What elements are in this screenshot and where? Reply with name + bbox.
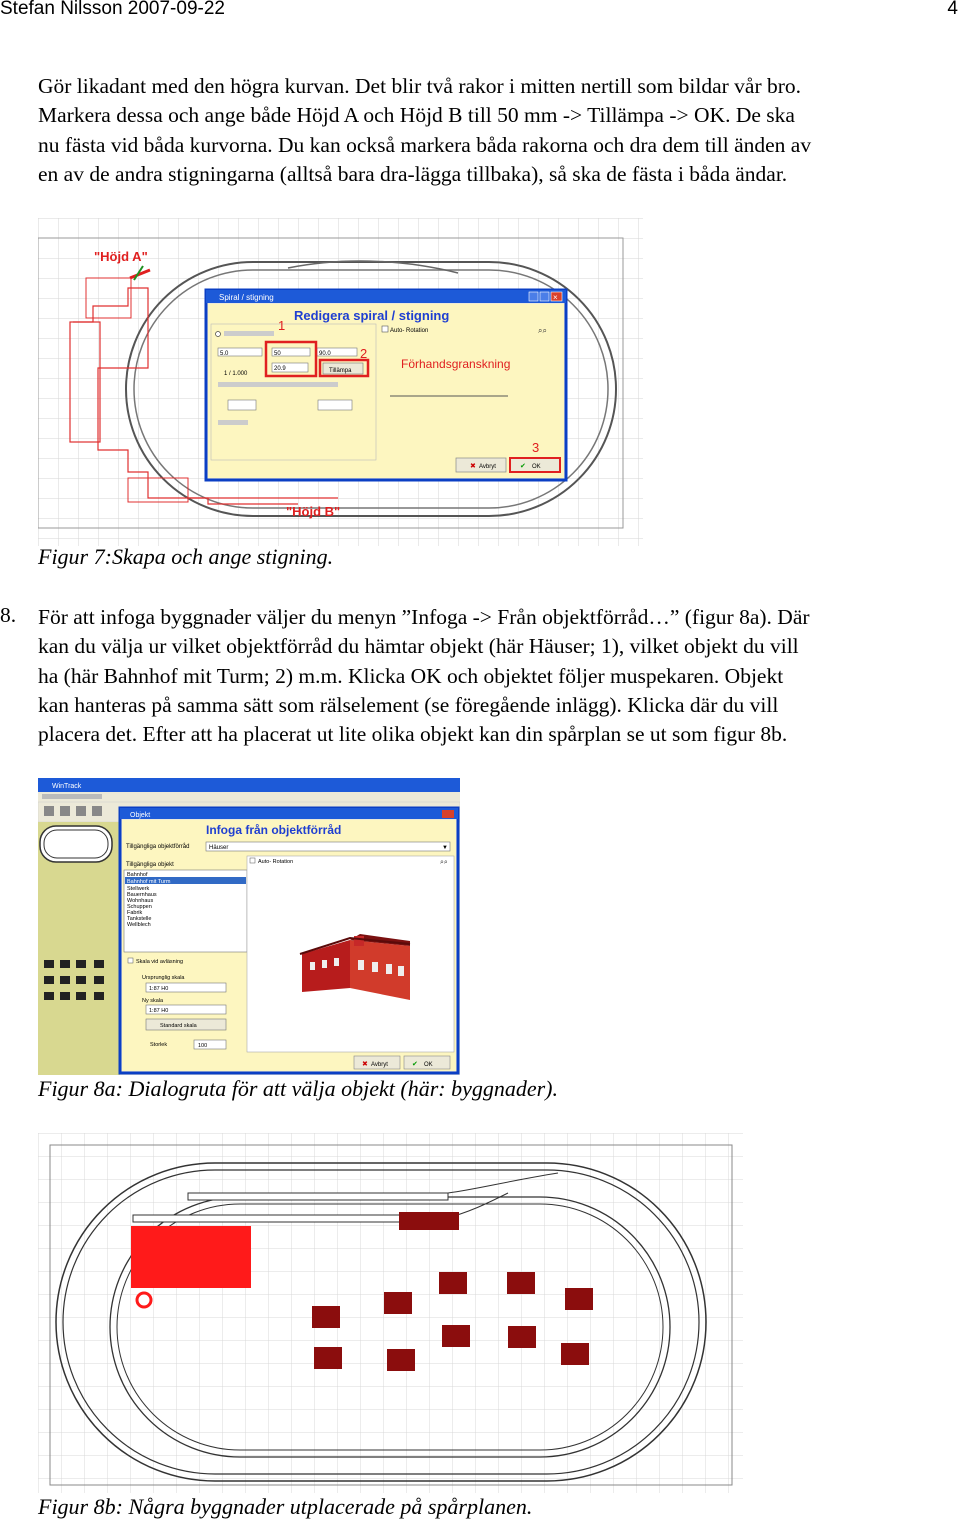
tool-icon[interactable] — [76, 960, 86, 968]
list-item[interactable]: Wohnhaus — [127, 898, 154, 904]
figure-8b — [38, 1133, 743, 1493]
author-date: Stefan Nilsson 2007-09-22 — [0, 0, 225, 19]
scale-value: 1:87 H0 — [149, 986, 169, 992]
text-line: en av de andra stigningarna (alltså bara dra-lägga tillbaka), så ska de fästa i båda ändar. — [38, 161, 788, 186]
text-line: placera det. Efter att ha placerat ut lite olika objekt kan din spårplan se ut som figur 8b. — [38, 722, 788, 747]
tool-icon[interactable] — [76, 992, 86, 1000]
building[interactable] — [314, 1347, 342, 1369]
figure-8b-image — [38, 1133, 743, 1493]
app-title: WinTrack — [52, 783, 82, 790]
hojd-a-value: 5.0 — [220, 351, 229, 357]
label-hojd-b: "Höjd B" — [286, 504, 341, 519]
maximize-button[interactable] — [540, 292, 549, 301]
text-line: Markera dessa och ange både Höjd A och Höjd B till 50 mm -> Tillämpa -> OK. De ska — [38, 103, 795, 128]
building[interactable] — [565, 1288, 593, 1310]
dialog-title: Objekt — [130, 812, 151, 819]
library-label: Tillgängliga objektförråd — [126, 844, 190, 850]
extra-field-2[interactable] — [318, 400, 352, 410]
tool-icon[interactable] — [44, 976, 54, 984]
intro-paragraph — [38, 72, 956, 189]
scale2-label: Ny skala — [142, 998, 164, 1004]
list-item[interactable]: Wellblech — [127, 922, 151, 928]
chevron-down-icon: ▼ — [442, 845, 448, 851]
extra-field-1[interactable] — [228, 400, 256, 410]
spiral-dialog — [206, 290, 566, 480]
object-dialog — [120, 808, 458, 1073]
list-item[interactable]: Bahnhof — [127, 872, 148, 878]
tool-icon[interactable] — [94, 960, 104, 968]
toolbar-icon[interactable] — [92, 806, 102, 816]
hojd-b-value: 50 — [274, 351, 281, 357]
siding-track — [133, 1215, 443, 1222]
check-icon: ✔ — [520, 463, 526, 470]
building[interactable] — [131, 1226, 251, 1288]
list-item[interactable]: Tankstelle — [127, 916, 152, 922]
figure-7 — [38, 218, 643, 546]
auto-rotation-checkbox[interactable] — [250, 858, 255, 863]
library-select[interactable] — [206, 842, 450, 851]
dialog-heading: Redigera spiral / stigning — [294, 308, 450, 323]
text-line: kan hanteras på samma sätt som rälselement (se föregående inlägg). Klicka där du vill — [38, 692, 779, 717]
check-icon: ✔ — [412, 1061, 418, 1068]
building[interactable] — [508, 1326, 536, 1348]
building[interactable] — [507, 1272, 535, 1294]
building[interactable] — [399, 1212, 459, 1230]
tool-icon[interactable] — [60, 992, 70, 1000]
text-line: För att infoga byggnader väljer du menyn ”Infoga -> Från objektförråd…” (figur 8a). Där — [38, 605, 810, 629]
ratio-text: 1 / 1.000 — [224, 371, 248, 377]
tool-icon[interactable] — [94, 976, 104, 984]
text-line: nu fästa vid båda kurvorna. Du kan också markera båda rakorna och dra dem till änden av — [38, 132, 812, 157]
tool-icon[interactable] — [60, 960, 70, 968]
siding-track — [188, 1193, 448, 1200]
page-header — [0, 0, 960, 22]
toolbar-icon[interactable] — [76, 806, 86, 816]
scale-label: Ursprunglig skala — [142, 975, 185, 981]
callout-3: 3 — [532, 440, 540, 455]
building[interactable] — [384, 1292, 412, 1314]
building[interactable] — [561, 1343, 589, 1365]
building[interactable] — [387, 1349, 415, 1371]
standard-scale-label: Standard skala — [160, 1023, 197, 1029]
tool-icon[interactable] — [44, 960, 54, 968]
auto-rotation-checkbox[interactable] — [382, 326, 388, 332]
figure-7-caption: Figur 7:Skapa och ange stigning. — [38, 544, 334, 569]
figure-8a-image — [38, 778, 460, 1075]
dialog-window-title: Spiral / stigning — [219, 293, 274, 302]
zoom-icon[interactable]: ⌕⌕ — [538, 326, 547, 335]
scale2-value: 1:87 H0 — [149, 1008, 169, 1014]
scale-checkbox[interactable] — [128, 958, 133, 963]
radio-option-1[interactable] — [216, 332, 221, 337]
close-button[interactable] — [442, 810, 454, 818]
minimize-button[interactable] — [529, 292, 538, 301]
library-value: Häuser — [209, 845, 229, 851]
cancel-button-label: Avbryt — [479, 464, 496, 470]
ok-button-label: OK — [424, 1062, 433, 1068]
figure-7-image — [38, 218, 643, 546]
tool-icon[interactable] — [44, 992, 54, 1000]
tool-icon[interactable] — [94, 992, 104, 1000]
auto-rotation-label: Auto- Rotation — [258, 859, 294, 865]
list-item[interactable]: Schuppen — [127, 904, 152, 910]
ok-button-label: OK — [532, 464, 541, 470]
zoom-icon[interactable]: ⌕⌕ — [440, 859, 448, 866]
dialog-heading: Infoga från objektförråd — [206, 823, 342, 837]
figure-8a — [38, 778, 460, 1075]
toolbar-icon[interactable] — [60, 806, 70, 816]
cancel-button-label: Avbryt — [371, 1062, 388, 1068]
list-item[interactable]: Bauernhaus — [127, 892, 157, 898]
page-number: 4 — [947, 0, 958, 19]
cancel-icon: ✖ — [470, 463, 476, 470]
text-line: kan du välja ur vilket objektförråd du hämtar objekt (här Häuser; 1), vilket objekt du vill — [38, 634, 799, 659]
section-8-paragraph — [38, 603, 956, 749]
objects-label: Tillgängliga objekt — [126, 862, 174, 868]
size-value: 100 — [198, 1043, 208, 1049]
figure-8b-caption: Figur 8b: Några byggnader utplacerade på spårplanen. — [38, 1494, 533, 1519]
auto-rotation-label: Auto- Rotation — [390, 328, 429, 334]
tool-icon[interactable] — [60, 976, 70, 984]
building[interactable] — [442, 1325, 470, 1347]
list-item[interactable]: Fabrik — [127, 910, 143, 916]
text-line: ha (här Bahnhof mit Turm; 2) m.m. Klicka OK och objektet följer muspekaren. Objekt — [38, 663, 784, 688]
lutning-value: 20.9 — [274, 366, 286, 372]
section-number: 8. — [0, 603, 17, 627]
figure-8a-caption: Figur 8a: Dialogruta för att välja objekt (här: byggnader). — [38, 1076, 558, 1101]
option-label: Skala vid avläsning — [136, 959, 184, 965]
avstand-value: 90.0 — [319, 351, 331, 357]
close-icon: × — [553, 293, 558, 302]
list-item[interactable]: Stellwerk — [127, 886, 150, 892]
building[interactable] — [439, 1272, 467, 1294]
toolbar-icon[interactable] — [44, 806, 54, 816]
tool-icon[interactable] — [76, 976, 86, 984]
apply-button-label: Tillämpa — [329, 368, 352, 374]
callout-2: 2 — [360, 346, 368, 361]
cancel-icon: ✖ — [362, 1061, 368, 1068]
size-label: Storlek — [150, 1042, 168, 1048]
building[interactable] — [312, 1306, 340, 1328]
text-line: Gör likadant med den högra kurvan. Det blir två rakor i mitten nertill som bildar vår bro. — [38, 74, 802, 98]
callout-1: 1 — [278, 318, 286, 333]
label-hojd-a: "Höjd A" — [94, 249, 148, 264]
list-item-selected[interactable]: Bahnhof mit Turm — [127, 879, 171, 885]
preview-label: Förhandsgranskning — [401, 357, 511, 371]
